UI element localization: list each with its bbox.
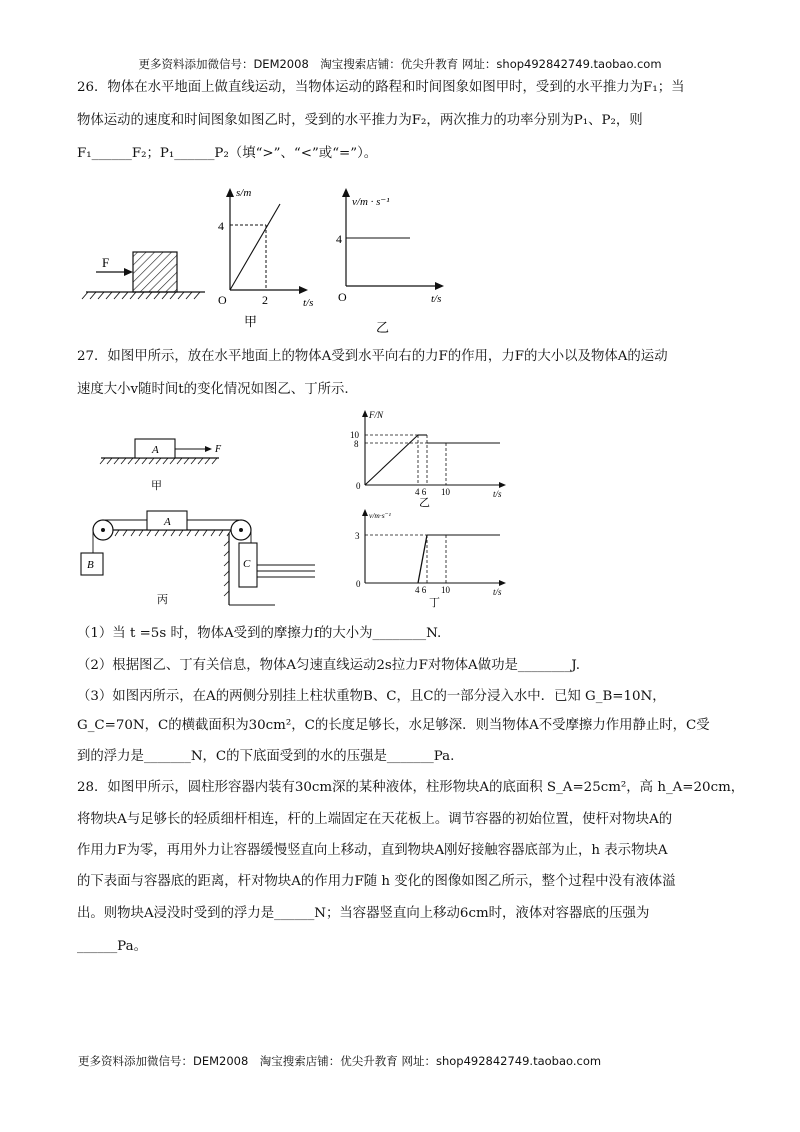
caption-bing: 丙 [157,594,168,606]
s-axis-label: s/m [236,187,252,199]
s-t-line [230,204,280,290]
page-footer: 更多资料添加微信号：DEM2008 淘宝搜索店铺：优尖升教育 网址：shop492842749.taobao.com [78,1054,602,1068]
q26-line2: 物体运动的速度和时间图象如图乙时，受到的水平推力为F₂，两次推力的功率分别为P₁、P₂，则 [77,113,643,128]
q28-line5: 出。则物块A浸没时受到的浮力是______N；当容器竖直向上移动6cm时，液体对容器底的压强为 [77,906,650,921]
f-origin: 0 [356,481,361,491]
v-tick-4: 4 [336,232,342,246]
s-tick-4: 4 [218,219,224,233]
q27-line1: 27．如图甲所示，放在水平地面上的物体A受到水平向右的力F的作用，力F的大小以及物体A的运动 [77,349,668,364]
q26-v-t-graph [336,188,444,335]
q27-jia-diagram [100,439,222,492]
q27-f-t-graph [350,410,506,509]
q28-line1: 28．如图甲所示，圆柱形容器内装有30cm深的某种液体，柱形物块A的底面积 S_A=25cm²，高 h_A=20cm， [77,780,745,795]
q26-line3: F₁______F₂；P₁______P₂（填“>”、“<”或“=”）。 [77,146,378,161]
hatched-block [133,252,177,292]
q27-sub3-line3: 到的浮力是_______N，C的下底面受到的水的压强是_______Pa. [77,749,455,764]
q26-figure [80,182,480,334]
f-t-tick-10: 10 [441,487,450,497]
v-t-axis: t/s [493,587,502,597]
page-header: 更多资料添加微信号：DEM2008 淘宝搜索店铺：优尖升教育 网址：shop492842749.taobao.com [138,57,662,71]
q27-sub3-line2: G_C=70N，C的横截面积为30cm²，C的长度足够长，水足够深．则当物体A不受摩擦力作用静止时，C受 [77,718,710,733]
q27-sub3-line1: （3）如图丙所示，在A的两侧分别挂上柱状重物B、C，且C的一部分浸入水中．已知 G_B=10N， [77,689,666,704]
force-label: F [102,255,110,270]
q28-line6: ______Pa。 [77,939,147,954]
caption-jia: 甲 [151,480,162,492]
v-t-tick-10: 10 [441,585,450,595]
q27-figure [75,405,515,610]
origin2-label: O [338,290,347,304]
q28-line3: 作用力F为零，再用外力让容器缓慢竖直向上移动，直到物块A刚好接触容器底部为止，h 表示物块A [77,843,668,858]
v-t-ticks: 4 6 [415,585,427,595]
v-tick-3: 3 [355,531,360,541]
q26-line1: 26．物体在水平地面上做直线运动，当物体运动的路程和时间图象如图甲时，受到的水平推力为F₁；当 [77,80,685,95]
q27-sub2: （2）根据图乙、丁有关信息，物体A匀速直线运动2s拉力F对物体A做功是________J. [77,658,581,673]
t-tick-2: 2 [262,293,268,307]
block-a2-label: A [164,516,171,528]
q28-line2: 将物块A与足够长的轻质细杆相连，杆的上端固定在天花板上。调节容器的初始位置，使杆对物块A的 [77,812,673,827]
t-axis2-label: t/s [431,293,442,305]
caption-jia: 甲 [244,314,258,329]
caption-yi: 乙 [376,320,390,335]
q26-s-t-graph [218,187,313,329]
v-axis-label: v/m · s⁻¹ [352,196,390,208]
f-t-ticks: 4 6 [415,487,427,497]
caption-ding: 丁 [429,597,440,609]
t-axis-label: t/s [303,297,314,309]
block-a-label: A [152,444,159,456]
q26-ground-block-diagram [82,252,205,299]
q27-v-t-graph [355,509,506,609]
f-tick-8: 8 [354,439,359,449]
v-origin: 0 [356,579,361,589]
f-t-axis: t/s [493,489,502,499]
q28-line4: 的下表面与容器底的距离，杆对物块A的作用力F随 h 变化的图像如图乙所示，整个过程中没有液体溢 [77,874,676,889]
block-c-label: C [243,558,251,570]
caption-yi: 乙 [419,497,430,509]
q27-line2: 速度大小v随时间t的变化情况如图乙、丁所示. [77,382,349,397]
q27-sub1: （1）当 t =5s 时，物体A受到的摩擦力f的大小为________N. [77,626,442,641]
f-tick-10: 10 [350,430,359,440]
force-f-label: F [215,444,222,455]
q27-bing-diagram [81,511,315,606]
f-axis-label: F/N [369,410,384,420]
v-axis-label: v/m·s⁻¹ [369,511,391,520]
origin-label: O [218,293,227,307]
block-b-label: B [87,559,94,571]
